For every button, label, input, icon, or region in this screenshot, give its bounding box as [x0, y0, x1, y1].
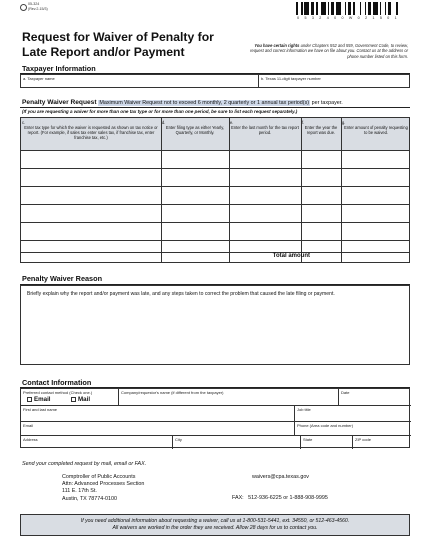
address-line: Attn: Advanced Processes Section: [62, 481, 145, 488]
form-number: 05-324: [28, 2, 40, 6]
email-field[interactable]: [21, 421, 295, 435]
form-title: [22, 30, 232, 59]
contact-grid: [20, 388, 410, 448]
waiver-table: [20, 117, 410, 263]
taxpayer-number-field[interactable]: [259, 75, 411, 87]
date-label: Date: [341, 390, 350, 395]
total-amount-label: Total amount: [272, 253, 310, 259]
zip-label: ZIP code: [355, 437, 371, 442]
company-name-field[interactable]: [119, 389, 339, 405]
taxpayer-name-label: a. Taxpayer name: [23, 76, 55, 81]
rights-notice: [240, 43, 408, 59]
email-label: Email: [23, 423, 34, 428]
barcode: [296, 2, 400, 15]
table-row-line: [21, 252, 409, 253]
address-line: Austin, TX 78774-0100: [62, 495, 118, 502]
barcode-number: 0 5 3 2 4 0 0 W 0 2 1 5 0 1: [297, 16, 399, 20]
form-revision: (Rev.2-15/3): [28, 6, 48, 11]
state-field[interactable]: [301, 435, 353, 449]
table-row-line: [21, 150, 409, 151]
job-title-label: Job title: [297, 407, 311, 412]
address-field[interactable]: [21, 435, 173, 449]
column-g-header: g. Enter amount of penalty requesting to be waived.: [342, 120, 408, 135]
waiver-instruction: (If you are requesting a waiver for more than one tax type or for more than one period, be sure to list each request separately.): [22, 109, 298, 114]
waiver-request-heading-line: [22, 99, 412, 106]
max-waiver-note: Maximum Waiver Request not to exceed 6 monthly, 2 quarterly or 1 annual tax period(s): [99, 100, 310, 106]
taxpayer-number-label: b. Texas 11-digit taxpayer number: [261, 76, 321, 81]
waiver-request-heading: Penalty Waiver Request: [22, 99, 97, 106]
footer-box: [20, 514, 410, 536]
form-number-block: [28, 2, 48, 11]
preferred-contact-label: Preferred contact method (Check one.): [23, 390, 93, 395]
job-title-field[interactable]: [295, 405, 411, 421]
first-last-name-label: First and last name: [23, 407, 58, 412]
table-row-line: [21, 186, 409, 187]
barcode-bar: [398, 2, 400, 15]
title-line-1: Request for Waiver of Penalty for: [22, 30, 214, 44]
table-row-line: [21, 222, 409, 223]
email-checkbox[interactable]: [27, 397, 32, 402]
address-line: 111 E. 17th St.: [62, 488, 97, 495]
city-field[interactable]: [173, 435, 301, 449]
first-last-name-field[interactable]: [21, 405, 295, 421]
footer-line-1: If you need additional information about requesting a waiver, call us at 1-800-531-5441, ext. 34550, or 512-463-4560.: [80, 518, 350, 524]
column-e-header: e. Enter the last month for the tax report period.: [230, 120, 299, 135]
rights-prefix: You have certain rights: [254, 43, 300, 48]
column-f-header: f. Enter the year the report was due.: [302, 120, 338, 135]
waiver-fax: FAX: 512-936-6225 or 1-888-908-9995: [232, 495, 328, 501]
column-d-header: d. Enter filing type as either Yearly, Quarterly, or Monthly.: [162, 120, 225, 135]
taxpayer-fields: [20, 74, 410, 88]
max-waiver-suffix: per taxpayer.: [310, 100, 343, 106]
email-option[interactable]: Email: [27, 396, 51, 403]
preferred-contact-field: [21, 389, 119, 405]
title-line-2: Late Report and/or Payment: [22, 44, 185, 59]
date-field[interactable]: [339, 389, 411, 405]
table-row-line: [21, 240, 409, 241]
phone-label: Phone (Area code and number): [297, 423, 354, 428]
reason-prompt: Briefly explain why the report and/or payment was late, and any steps taken to correct the problem that caused the late filing or payment.: [27, 291, 335, 297]
address-line: Comptroller of Public Accounts: [62, 474, 136, 480]
city-label: City: [175, 437, 182, 442]
taxpayer-name-field[interactable]: [21, 75, 259, 87]
state-label: State: [303, 437, 313, 442]
zip-field[interactable]: [353, 435, 411, 449]
table-bottom: [20, 263, 410, 264]
contact-heading: Contact Information: [22, 378, 92, 387]
mail-option[interactable]: Mail: [71, 396, 90, 403]
mailing-address: [62, 474, 144, 503]
column-c-header: c. Enter tax type for which the waiver is requested as shown on tax notice or report. (For example, if sales tax enter sales tax, if franchise tax, enter franchise tax, etc.): [22, 120, 158, 140]
phone-field[interactable]: [295, 421, 411, 435]
mail-checkbox[interactable]: [71, 397, 76, 402]
comptroller-seal-icon: [20, 4, 27, 11]
footer-line-2: All waivers are worked in the order they are received. Allow 28 days for us to contact you.: [112, 525, 318, 531]
table-row-line: [21, 204, 409, 205]
rights-text: under Chapters 552 and 559, Government Code, to review, request and correct information we have on file about you. Contact us at the address or phone number listed on this form.: [250, 43, 408, 59]
table-row-line: [21, 168, 409, 169]
address-label: Address: [23, 437, 38, 442]
reason-heading: Penalty Waiver Reason: [22, 274, 103, 283]
company-name-label: Company/requestor's name (if different from the taxpayer): [121, 390, 224, 395]
waiver-email[interactable]: waivers@cpa.texas.gov: [252, 474, 310, 480]
send-instruction: Send your completed request by mail, email or FAX.: [22, 461, 147, 467]
taxpayer-info-heading: Taxpayer Information: [22, 64, 96, 73]
reason-box[interactable]: [20, 285, 410, 365]
